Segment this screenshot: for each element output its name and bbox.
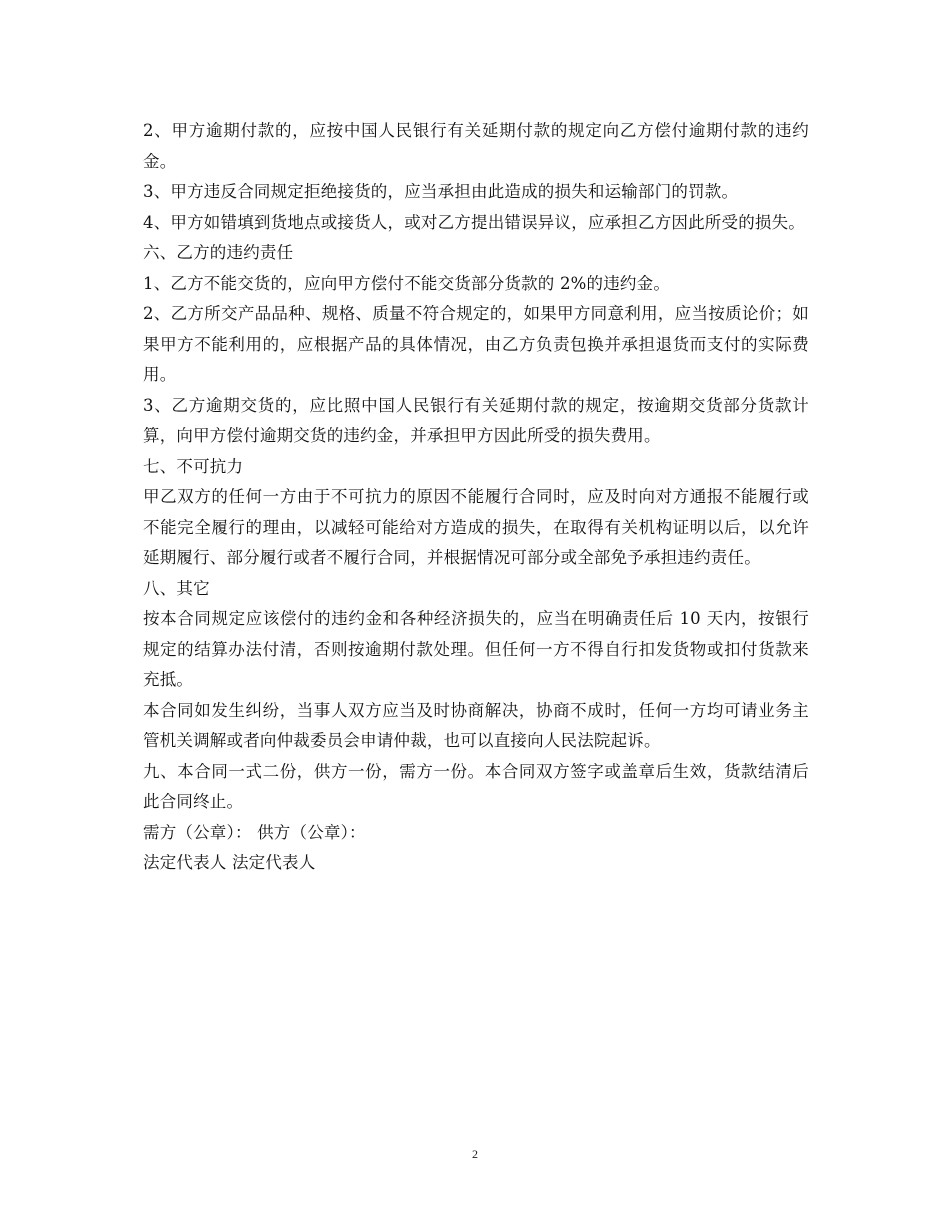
paragraph-settlement: 按本合同规定应该偿付的违约金和各种经济损失的，应当在明确责任后 10 天内，按银行规定的结算办法付清，否则按逾期付款处理。但任何一方不得自行扣发货物或扣付货款来充抵。: [143, 609, 809, 689]
signature-representative-line: 法定代表人 法定代表人: [143, 853, 316, 872]
paragraph-clause-4-wrong-address: 4、甲方如错填到货地点或接货人，或对乙方提出错误异议，应承担乙方因此所受的损失。: [143, 212, 805, 232]
paragraph-supplier-clause-3: 3、乙方逾期交货的，应比照中国人民银行有关延期付款的规定，按逾期交货部分货款计算，向甲方偿付逾期交货的违约金，并承担甲方因此所受的损失费用。: [143, 395, 809, 445]
paragraph-disputes: 本合同如发生纠纷，当事人双方应当及时协商解决，协商不成时，任何一方均可请业务主管机关调解或者向仲裁委员会申请仲裁，也可以直接向人民法院起诉。: [143, 700, 809, 750]
section-heading-six: 六、乙方的违约责任: [143, 243, 294, 262]
paragraph-supplier-clause-1: 1、乙方不能交货的，应向甲方偿付不能交货部分货款的 2%的违约金。: [143, 273, 671, 293]
paragraph-clause-nine: 九、本合同一式二份，供方一份，需方一份。本合同双方签字或盖章后生效，货款结清后此合同终止。: [143, 761, 809, 811]
paragraph-force-majeure: 甲乙双方的任何一方由于不可抗力的原因不能履行合同时，应及时向对方通报不能履行或不能完全履行的理由，以减轻可能给对方造成的损失，在取得有关机构证明以后，以允许延期履行、部分履行或者不履行合同，并根据情况可部分或全部免予承担违约责任。: [143, 487, 809, 567]
page-number: 2: [472, 1147, 478, 1161]
signature-seal-line: 需方（公章）： 供方（公章）：: [143, 822, 366, 842]
paragraph-supplier-clause-2: 2、乙方所交产品品种、规格、质量不符合规定的，如果甲方同意利用，应当按质论价；如果甲方不能利用的，应根据产品的具体情况，由乙方负责包换并承担退货而支付的实际费用。: [143, 304, 809, 384]
paragraph-clause-2-late-payment: 2、甲方逾期付款的，应按中国人民银行有关延期付款的规定向乙方偿付逾期付款的违约金。: [143, 121, 809, 171]
document-body: [143, 116, 809, 879]
paragraph-clause-3-refuse-delivery: 3、甲方违反合同规定拒绝接货的，应当承担由此造成的损失和运输部门的罚款。: [143, 182, 739, 201]
section-heading-eight: 八、其它: [143, 578, 210, 598]
section-heading-seven: 七、不可抗力: [143, 456, 244, 476]
